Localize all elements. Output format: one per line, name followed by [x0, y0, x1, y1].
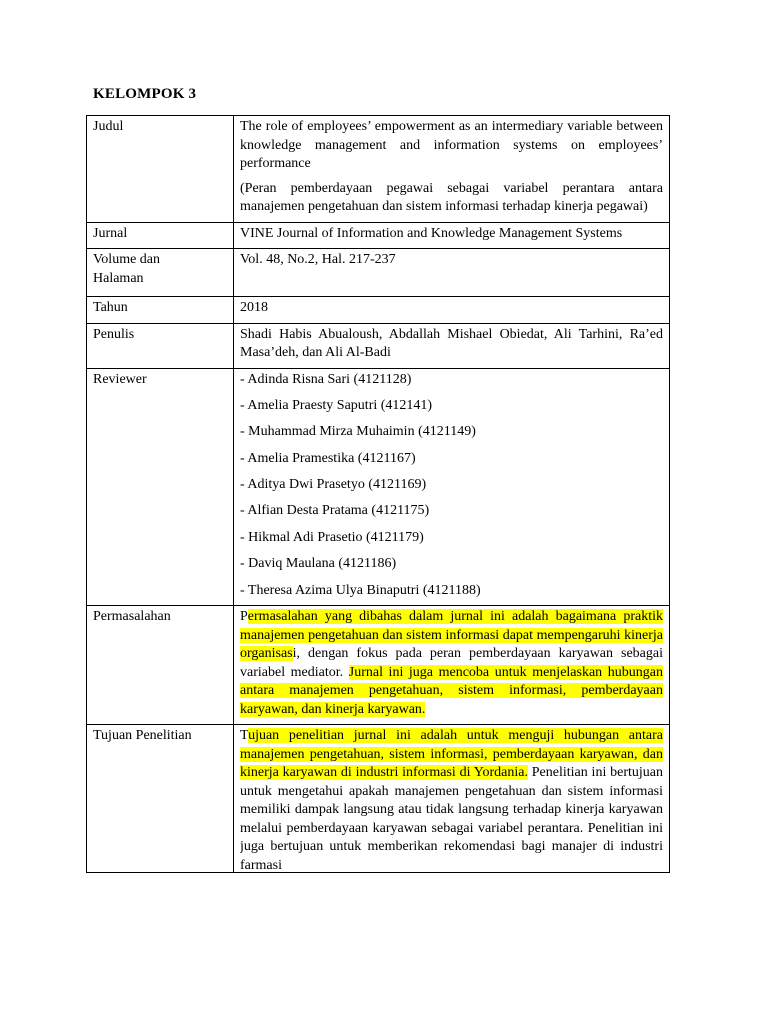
label-tujuan: Tujuan Penelitian — [87, 725, 234, 873]
row-permasalahan — [87, 606, 670, 725]
row-judul — [87, 116, 670, 223]
review-table — [86, 115, 670, 873]
reviewer-item: - Hikmal Adi Prasetio (4121179) — [240, 529, 424, 545]
row-reviewer — [87, 368, 670, 606]
value-judul — [234, 116, 670, 223]
label-volume — [87, 249, 234, 297]
reviewer-item: - Muhammad Mirza Muhaimin (4121149) — [240, 424, 476, 440]
title-english: The role of employees’ empowerment as an intermediary variable between knowledge management and information systems on employees’ performance — [240, 119, 663, 171]
label-permasalahan: Permasalahan — [87, 606, 234, 725]
reviewer-item: - Amelia Praesty Saputri (412141) — [240, 397, 433, 413]
reviewer-item: - Theresa Azima Ulya Binaputri (4121188) — [240, 582, 481, 598]
reviewer-item: - Adinda Risna Sari (4121128) — [240, 371, 412, 387]
tujuan-highlight: ujuan penelitian jurnal ini adalah untuk menguji hubungan antara manajemen pengetahuan, sistem informasi, pemberdayaan karyawan, dan kinerja karyawan di industri informasi di Yordania. — [240, 728, 663, 781]
permasalahan-first-letter: P — [240, 609, 248, 625]
label-penulis: Penulis — [87, 323, 234, 368]
label-tahun: Tahun — [87, 297, 234, 324]
tujuan-text-clip — [240, 727, 663, 872]
row-penulis — [87, 323, 670, 368]
row-tujuan — [87, 725, 670, 873]
value-penulis: Shadi Habis Abualoush, Abdallah Mishael Obiedat, Ali Tarhini, Ra’ed Masa’deh, dan Ali Al-Badi — [234, 323, 670, 368]
label-jurnal: Jurnal — [87, 222, 234, 249]
reviewer-item: - Alfian Desta Pratama (4121175) — [240, 503, 430, 519]
label-judul: Judul — [87, 116, 234, 223]
label-reviewer: Reviewer — [87, 368, 234, 606]
reviewer-item: - Aditya Dwi Prasetyo (4121169) — [240, 477, 427, 493]
value-tahun: 2018 — [234, 297, 670, 324]
title-indonesian: (Peran pemberdayaan pegawai sebagai variabel perantara antara manajemen pengetahuan dan sistem informasi terhadap kinerja pegawai) — [240, 180, 663, 214]
value-jurnal: VINE Journal of Information and Knowledge Management Systems — [234, 222, 670, 249]
permasalahan-highlight-2: Jurnal ini juga mencoba untuk menjelaskan hubungan antara manajemen pengetahuan, sistem informasi, pemberdayaan karyawan, dan kinerja karyawan. — [240, 664, 663, 717]
label-volume-line1: Volume dan — [93, 252, 161, 267]
reviewer-item: - Daviq Maulana (4121186) — [240, 556, 397, 572]
permasalahan-highlight-1: ermasalahan yang dibahas dalam jurnal ini adalah bagaimana praktik manajemen pengetahuan dan sistem informasi dapat mempengaruhi kinerja organisas — [240, 609, 663, 662]
reviewer-list — [240, 371, 663, 601]
value-tujuan — [234, 725, 670, 873]
tujuan-plain: Penelitian ini bertujuan untuk mengetahui apakah manajemen pengetahuan dan sistem informasi memiliki dampak langsung atau tidak langsung terhadap kinerja karyawan melalui pemberdayaan karyawan sebagai variabel perantara. Penelitian ini juga bertujuan untuk memberikan rekomendasi bagi manajer di industri farmasi — [240, 765, 663, 873]
reviewer-item: - Amelia Pramestika (4121167) — [240, 450, 416, 466]
row-volume — [87, 249, 670, 297]
value-reviewer — [234, 368, 670, 606]
row-jurnal — [87, 222, 670, 249]
row-tahun — [87, 297, 670, 324]
value-permasalahan — [234, 606, 670, 725]
tujuan-first-letter: T — [240, 728, 249, 744]
value-volume: Vol. 48, No.2, Hal. 217-237 — [234, 249, 670, 297]
permasalahan-plain: i, dengan fokus pada peran pemberdayaan karyawan sebagai variabel mediator. — [240, 646, 663, 680]
label-volume-line2: Halaman — [93, 270, 144, 286]
document-heading: KELOMPOK 3 — [93, 86, 197, 102]
